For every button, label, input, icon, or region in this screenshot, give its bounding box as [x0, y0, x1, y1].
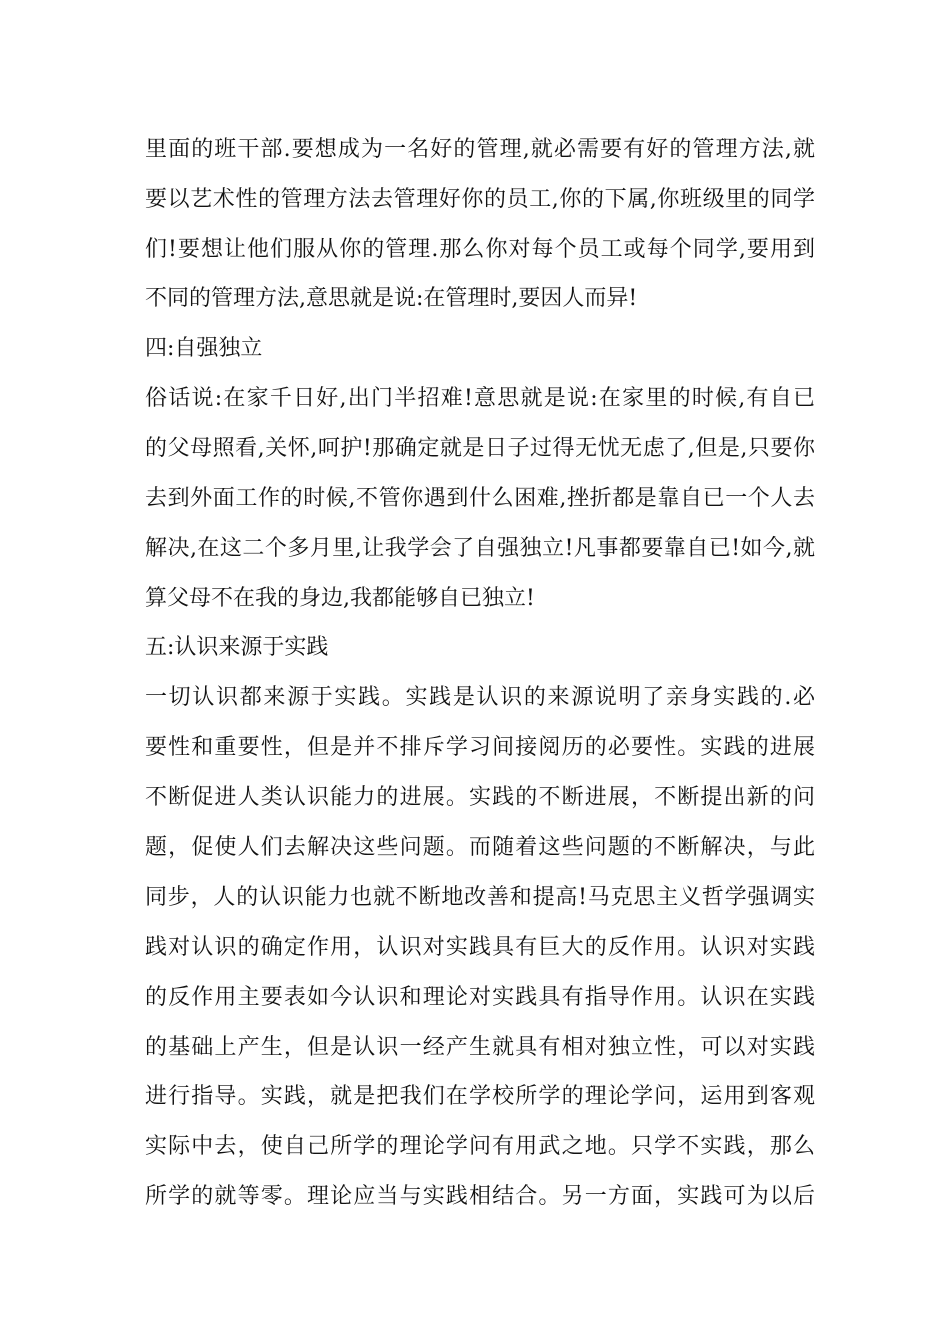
text-line-2: 要以艺术性的管理方法去管理好你的员工,你的下属,你班级里的同学	[145, 187, 815, 212]
text-line-13: 要性和重要性，但是并不排斥学习间接阅历的必要性。实践的进展	[145, 735, 815, 760]
text-line-14: 不断促进人类认识能力的进展。实践的不断进展，不断提出新的问	[145, 785, 815, 810]
text-line-18: 的反作用主要表如今认识和理论对实践具有指导作用。认识在实践	[145, 985, 815, 1010]
section-heading-5: 五:认识来源于实践	[145, 635, 329, 660]
text-line-22: 所学的就等零。理论应当与实践相结合。另一方面，实践可为以后	[145, 1184, 815, 1209]
section-heading-4: 四:自强独立	[145, 336, 263, 361]
text-line-6: 俗话说:在家千日好,出门半招难!意思就是说:在家里的时候,有自已	[145, 386, 815, 411]
text-line-4: 不同的管理方法,意思就是说:在管理时,要因人而异!	[145, 286, 638, 311]
text-line-20: 进行指导。实践，就是把我们在学校所学的理论学问，运用到客观	[145, 1084, 815, 1109]
text-line-19: 的基础上产生，但是认识一经产生就具有相对独立性，可以对实践	[145, 1035, 815, 1060]
text-line-8: 去到外面工作的时候,不管你遇到什么困难,挫折都是靠自已一个人去	[145, 486, 815, 511]
text-line-1: 里面的班干部.要想成为一名好的管理,就必需要有好的管理方法,就	[145, 137, 815, 162]
text-line-3: 们!要想让他们服从你的管理.那么你对每个员工或每个同学,要用到	[145, 237, 815, 262]
text-line-15: 题，促使人们去解决这些问题。而随着这些问题的不断解决，与此	[145, 835, 815, 860]
text-line-9: 解决,在这二个多月里,让我学会了自强独立!凡事都要靠自已!如今,就	[145, 536, 815, 561]
text-line-17: 践对认识的确定作用，认识对实践具有巨大的反作用。认识对实践	[145, 935, 815, 960]
text-line-12: 一切认识都来源于实践。实践是认识的来源说明了亲身实践的.必	[145, 685, 815, 710]
text-line-16: 同步，人的认识能力也就不断地改善和提高!马克思主义哲学强调实	[145, 885, 815, 910]
text-line-21: 实际中去，使自己所学的理论学问有用武之地。只学不实践，那么	[145, 1134, 815, 1159]
text-line-10: 算父母不在我的身边,我都能够自已独立!	[145, 586, 535, 611]
text-line-7: 的父母照看,关怀,呵护!那确定就是日子过得无忧无虑了,但是,只要你	[145, 436, 815, 461]
